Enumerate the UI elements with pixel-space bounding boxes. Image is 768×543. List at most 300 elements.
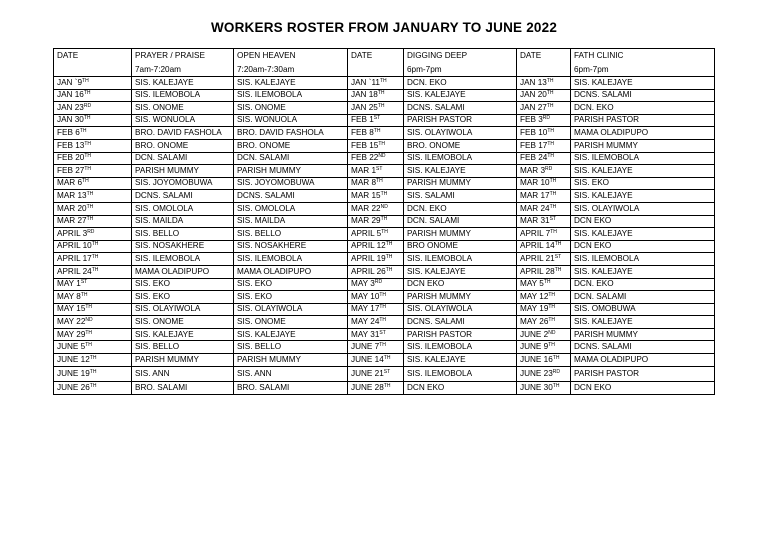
roster-row	[54, 228, 715, 241]
cell-text: JUNE 28	[351, 382, 384, 392]
cell-text: MAY 29	[57, 329, 86, 339]
cell-text: DCNS. SALAMI	[574, 90, 632, 100]
roster-cell	[234, 190, 348, 203]
roster-cell	[404, 152, 517, 165]
roster-row	[54, 354, 715, 367]
date-suffix: TH	[546, 77, 554, 84]
cell-text: PARISH MUMMY	[237, 165, 301, 175]
roster-row	[54, 202, 715, 215]
roster-cell	[54, 127, 132, 140]
cell-text: JUNE 14	[351, 354, 384, 364]
cell-text: DCN EKO	[407, 382, 445, 392]
cell-text: MAR 24	[520, 203, 550, 213]
cell-text: PARISH MUMMY	[574, 140, 638, 150]
cell-text: SIS. OLAYIWOLA	[135, 304, 201, 314]
roster-cell	[517, 77, 571, 90]
cell-text: MAR 27	[57, 216, 87, 226]
roster-cell	[517, 316, 571, 329]
roster-cell	[234, 354, 348, 367]
time-cell: 7am-7:20am	[132, 64, 234, 77]
date-suffix: TH	[547, 153, 554, 160]
roster-row	[54, 341, 715, 354]
date-suffix: TH	[543, 279, 551, 286]
cell-text: PARISH MUMMY	[135, 354, 199, 364]
roster-cell	[132, 165, 234, 178]
date-suffix: TH	[84, 140, 91, 147]
roster-row	[54, 316, 715, 329]
roster-cell	[234, 316, 348, 329]
roster-cell	[517, 127, 571, 140]
date-suffix: ST	[376, 165, 383, 172]
roster-row	[54, 366, 715, 381]
cell-text: MAR 3	[520, 165, 546, 175]
roster-cell	[54, 228, 132, 241]
date-suffix: ND	[378, 153, 386, 160]
roster-cell	[348, 77, 404, 90]
date-suffix: TH	[79, 128, 87, 135]
roster-cell	[404, 190, 517, 203]
roster-cell	[348, 278, 404, 291]
roster-cell	[132, 303, 234, 316]
date-suffix: TH	[385, 241, 393, 248]
roster-cell	[54, 139, 132, 152]
date-suffix: TH	[80, 291, 88, 298]
date-suffix: TH	[89, 382, 97, 389]
roster-cell	[132, 316, 234, 329]
roster-cell	[132, 291, 234, 304]
cell-text: BRO. SALAMI	[135, 382, 188, 392]
cell-text: BRO. ONOME	[407, 140, 461, 150]
cell-text: MAY 1	[57, 279, 81, 289]
date-suffix: TH	[89, 354, 97, 361]
date-suffix: RD	[83, 102, 92, 109]
cell-text: PARISH PASTOR	[407, 115, 473, 125]
date-suffix: RD	[545, 165, 553, 172]
cell-text: BRO. DAVID FASHOLA	[135, 128, 222, 138]
cell-text: PARISH MUMMY	[135, 165, 199, 175]
roster-cell	[234, 328, 348, 341]
column-header: DATE	[54, 49, 132, 65]
roster-cell	[404, 202, 517, 215]
roster-cell	[517, 354, 571, 367]
roster-cell	[54, 265, 132, 278]
cell-text: SIS. ONOME	[237, 102, 286, 112]
roster-cell	[54, 102, 132, 115]
cell-text: MAMA OLADIPUPO	[237, 266, 312, 276]
cell-text: SIS. KALEJAYE	[574, 266, 633, 276]
cell-text: MAY 8	[57, 291, 81, 301]
roster-cell	[348, 328, 404, 341]
date-suffix: TH	[89, 368, 97, 375]
cell-text: SIS. KALEJAYE	[574, 191, 633, 201]
cell-text: SIS. ANN	[135, 368, 170, 378]
roster-cell	[571, 190, 715, 203]
cell-text: SIS. OLAYIWOLA	[407, 304, 473, 314]
date-suffix: TH	[379, 304, 387, 311]
cell-text: MAY 3	[351, 279, 375, 289]
cell-text: DCN. SALAMI	[237, 153, 290, 163]
cell-text: FEB 8	[351, 128, 374, 138]
date-suffix: TH	[552, 382, 560, 389]
roster-cell	[348, 139, 404, 152]
date-suffix: TH	[383, 354, 391, 361]
cell-text: DCN. SALAMI	[574, 291, 627, 301]
cell-text: JAN 23	[57, 102, 84, 112]
roster-cell	[54, 177, 132, 190]
roster-cell	[517, 215, 571, 228]
cell-text: MAR 10	[520, 178, 550, 188]
roster-cell	[571, 291, 715, 304]
cell-text: SIS. EKO	[135, 279, 171, 289]
cell-text: SIS. KALEJAYE	[135, 77, 194, 87]
column-header: PRAYER / PRAISE	[132, 49, 234, 65]
roster-cell	[54, 89, 132, 102]
roster-cell	[571, 102, 715, 115]
time-cell: 6pm-7pm	[404, 64, 517, 77]
roster-cell	[54, 328, 132, 341]
cell-text: JAN 16	[57, 90, 84, 100]
roster-cell	[571, 341, 715, 354]
roster-cell	[517, 253, 571, 266]
cell-text: MAY 24	[351, 316, 380, 326]
roster-cell	[234, 77, 348, 90]
date-suffix: TH	[552, 354, 560, 361]
roster-cell	[234, 291, 348, 304]
date-suffix: TH	[84, 153, 91, 160]
cell-text: DCN. EKO	[407, 77, 447, 87]
roster-cell	[132, 265, 234, 278]
roster-cell	[132, 228, 234, 241]
time-cell	[517, 64, 571, 77]
roster-cell	[571, 89, 715, 102]
cell-text: JUNE 26	[57, 382, 90, 392]
cell-text: SIS. ILEMOBOLA	[407, 254, 473, 263]
cell-text: MAY 22	[57, 316, 86, 326]
roster-cell	[132, 253, 234, 266]
cell-text: JUNE 2	[520, 329, 549, 339]
date-suffix: TH	[91, 254, 99, 260]
cell-text: PARISH MUMMY	[407, 228, 471, 238]
cell-text: FEB 17	[520, 140, 548, 150]
cell-text: MAR 29	[351, 216, 381, 226]
cell-text: MAR 31	[520, 216, 550, 226]
roster-cell	[54, 381, 132, 394]
roster-cell	[234, 177, 348, 190]
column-header: DIGGING DEEP	[404, 49, 517, 65]
roster-cell	[132, 240, 234, 253]
cell-text: APRIL 24	[57, 266, 92, 276]
date-suffix: ST	[554, 254, 562, 260]
cell-text: JUNE 21	[351, 368, 384, 378]
cell-text: JUNE 23	[520, 368, 553, 378]
roster-cell	[132, 366, 234, 381]
date-suffix: TH	[91, 266, 99, 273]
roster-cell	[517, 366, 571, 381]
cell-text: MAY 15	[57, 304, 86, 314]
date-suffix: RD	[552, 368, 560, 375]
roster-cell	[571, 366, 715, 381]
date-suffix: ST	[373, 115, 381, 122]
roster-cell	[404, 381, 517, 394]
date-suffix: ST	[549, 216, 556, 223]
cell-text: SIS. SALAMI	[407, 191, 455, 201]
roster-cell	[234, 253, 348, 266]
cell-text: SIS. ILEMOBOLA	[407, 368, 473, 378]
roster-cell	[234, 152, 348, 165]
roster-cell	[132, 328, 234, 341]
cell-text: SIS. EKO	[574, 178, 610, 188]
roster-row	[54, 253, 715, 266]
roster-cell	[132, 102, 234, 115]
roster-cell	[234, 381, 348, 394]
cell-text: APRIL 12	[351, 241, 386, 251]
roster-cell	[404, 177, 517, 190]
cell-text: MAY 19	[520, 304, 549, 314]
date-suffix: TH	[84, 165, 91, 172]
roster-cell	[54, 152, 132, 165]
cell-text: SIS. ILEMOBOLA	[135, 90, 201, 100]
date-suffix: TH	[550, 228, 557, 235]
roster-cell	[517, 381, 571, 394]
cell-text: SIS. ILEMOBOLA	[574, 254, 640, 263]
date-suffix: TH	[380, 216, 388, 223]
cell-text: APRIL 10	[57, 241, 92, 251]
cell-text: SIS. BELLO	[237, 342, 282, 352]
roster-cell	[571, 354, 715, 367]
column-header: FATH CLINIC	[571, 49, 715, 65]
roster-cell	[404, 316, 517, 329]
roster-cell	[234, 215, 348, 228]
roster-cell	[234, 303, 348, 316]
cell-text: JAN 27	[520, 102, 547, 112]
roster-table	[53, 48, 715, 395]
roster-cell	[132, 354, 234, 367]
date-suffix: TH	[85, 304, 93, 311]
cell-text: DCNS. SALAMI	[237, 191, 295, 201]
roster-cell	[404, 354, 517, 367]
cell-text: SIS. KALEJAYE	[407, 354, 466, 364]
cell-text: SIS. OMOBUWA	[574, 304, 636, 314]
cell-text: FEB 24	[520, 153, 548, 163]
cell-text: MAMA OLADIPUPO	[574, 128, 649, 138]
cell-text: APRIL 26	[351, 266, 386, 276]
cell-text: SIS. BELLO	[237, 228, 282, 238]
roster-cell	[348, 291, 404, 304]
roster-row	[54, 165, 715, 178]
roster-cell	[132, 77, 234, 90]
roster-cell	[348, 152, 404, 165]
cell-text: SIS. EKO	[135, 291, 171, 301]
cell-text: DCN EKO	[574, 382, 612, 392]
roster-cell	[234, 366, 348, 381]
date-suffix: TH	[91, 241, 99, 248]
column-header: DATE	[348, 49, 404, 65]
cell-text: APRIL 21	[520, 254, 555, 263]
cell-text: SIS. BELLO	[135, 342, 180, 352]
cell-text: FEB 10	[520, 128, 548, 138]
roster-title: WORKERS ROSTER FROM JANUARY TO JUNE 2022	[210, 20, 558, 35]
date-suffix: TH	[548, 316, 556, 323]
roster-cell	[348, 202, 404, 215]
roster-row	[54, 381, 715, 394]
roster-cell	[348, 316, 404, 329]
cell-text: JUNE 5	[57, 342, 86, 352]
cell-text: SIS. KALEJAYE	[574, 165, 633, 175]
roster-cell	[132, 278, 234, 291]
time-cell: 7:20am-7:30am	[234, 64, 348, 77]
cell-text: SIS. OLAYIWOLA	[574, 203, 640, 213]
cell-text: MAR 15	[351, 191, 381, 201]
cell-text: SIS. BELLO	[135, 228, 180, 238]
roster-cell	[54, 278, 132, 291]
cell-text: MAMA OLADIPUPO	[135, 266, 210, 276]
roster-cell	[234, 341, 348, 354]
roster-row	[54, 139, 715, 152]
date-suffix: TH	[377, 90, 385, 97]
cell-text: JAN `11	[351, 77, 380, 87]
cell-text: PARISH PASTOR	[407, 329, 473, 339]
cell-text: APRIL 28	[520, 266, 555, 276]
cell-text: SIS. ILEMOBOLA	[407, 153, 473, 163]
cell-text: DCN. EKO	[574, 102, 614, 112]
date-suffix: TH	[376, 178, 383, 185]
roster-cell	[54, 77, 132, 90]
roster-cell	[404, 328, 517, 341]
roster-cell	[132, 190, 234, 203]
roster-cell	[404, 139, 517, 152]
cell-text: JAN 20	[520, 90, 547, 100]
roster-cell	[348, 354, 404, 367]
date-suffix: TH	[379, 342, 386, 349]
cell-text: JUNE 7	[351, 342, 380, 352]
date-suffix: TH	[381, 228, 388, 235]
roster-row	[54, 77, 715, 90]
roster-cell	[132, 341, 234, 354]
date-suffix: TH	[373, 128, 381, 135]
roster-cell	[571, 381, 715, 394]
cell-text: DCN. EKO	[574, 279, 614, 289]
cell-text: DCN EKO	[407, 279, 445, 289]
roster-cell	[571, 165, 715, 178]
cell-text: DCN EKO	[574, 216, 612, 226]
column-header: OPEN HEAVEN	[234, 49, 348, 65]
cell-text: JAN 13	[520, 77, 547, 87]
roster-cell	[234, 228, 348, 241]
roster-cell	[404, 278, 517, 291]
roster-cell	[571, 202, 715, 215]
roster-cell	[517, 328, 571, 341]
cell-text: JAN 30	[57, 115, 84, 125]
time-cell	[54, 64, 132, 77]
cell-text: DCN EKO	[574, 241, 612, 251]
roster-cell	[571, 265, 715, 278]
cell-text: SIS. KALEJAYE	[237, 329, 296, 339]
cell-text: FEB 1	[351, 115, 374, 125]
roster-cell	[571, 228, 715, 241]
cell-text: SIS. KALEJAYE	[407, 266, 466, 276]
cell-text: SIS. KALEJAYE	[574, 77, 633, 87]
roster-cell	[54, 354, 132, 367]
cell-text: APRIL 19	[351, 254, 386, 263]
cell-text: DCNS. SALAMI	[135, 191, 193, 201]
date-suffix: TH	[546, 90, 554, 97]
roster-cell	[404, 291, 517, 304]
cell-text: SIS. ONOME	[237, 316, 286, 326]
roster-cell	[348, 366, 404, 381]
date-suffix: TH	[379, 77, 387, 84]
roster-row	[54, 265, 715, 278]
roster-row	[54, 215, 715, 228]
date-suffix: TH	[378, 140, 385, 147]
roster-cell	[54, 215, 132, 228]
cell-text: SIS. ILEMOBOLA	[574, 153, 640, 163]
cell-text: PARISH MUMMY	[407, 178, 471, 188]
roster-cell	[571, 240, 715, 253]
cell-text: APRIL 14	[520, 241, 555, 251]
date-suffix: ND	[380, 203, 388, 210]
roster-cell	[132, 89, 234, 102]
cell-text: SIS. KALEJAYE	[237, 77, 296, 87]
cell-text: DCNS. SALAMI	[407, 102, 465, 112]
cell-text: MAR 13	[57, 191, 87, 201]
cell-text: MAR 6	[57, 178, 83, 188]
cell-text: JAN 18	[351, 90, 378, 100]
cell-text: SIS. EKO	[237, 279, 273, 289]
roster-cell	[54, 316, 132, 329]
cell-text: JUNE 16	[520, 354, 553, 364]
date-suffix: TH	[549, 178, 557, 185]
cell-text: MAMA OLADIPUPO	[574, 354, 649, 364]
roster-cell	[132, 139, 234, 152]
date-suffix: ST	[383, 368, 391, 375]
roster-cell	[234, 265, 348, 278]
cell-text: JUNE 30	[520, 382, 553, 392]
roster-cell	[517, 190, 571, 203]
cell-text: BRO. SALAMI	[237, 382, 290, 392]
date-suffix: TH	[85, 329, 93, 336]
roster-cell	[517, 228, 571, 241]
roster-cell	[571, 177, 715, 190]
cell-text: SIS. OLAYIWOLA	[237, 304, 303, 314]
roster-cell	[571, 152, 715, 165]
roster-cell	[571, 316, 715, 329]
roster-cell	[234, 202, 348, 215]
roster-row	[54, 291, 715, 304]
date-suffix: TH	[547, 128, 554, 135]
date-suffix: RD	[374, 279, 383, 286]
roster-cell	[517, 139, 571, 152]
cell-text: FEB 15	[351, 140, 379, 150]
cell-text: JAN `9	[57, 77, 83, 87]
date-suffix: TH	[554, 266, 562, 273]
cell-text: MAY 17	[351, 304, 380, 314]
roster-row	[54, 328, 715, 341]
date-suffix: TH	[83, 90, 91, 97]
cell-text: FEB 27	[57, 165, 85, 175]
roster-cell	[517, 303, 571, 316]
roster-cell	[517, 152, 571, 165]
cell-text: FEB 22	[351, 153, 379, 163]
roster-cell	[348, 165, 404, 178]
roster-cell	[54, 303, 132, 316]
cell-text: PARISH MUMMY	[407, 291, 471, 301]
cell-text: SIS. ILEMOBOLA	[135, 254, 201, 263]
cell-text: FEB 3	[520, 115, 543, 125]
roster-cell	[54, 341, 132, 354]
roster-cell	[348, 114, 404, 127]
roster-cell	[54, 165, 132, 178]
roster-cell	[348, 265, 404, 278]
